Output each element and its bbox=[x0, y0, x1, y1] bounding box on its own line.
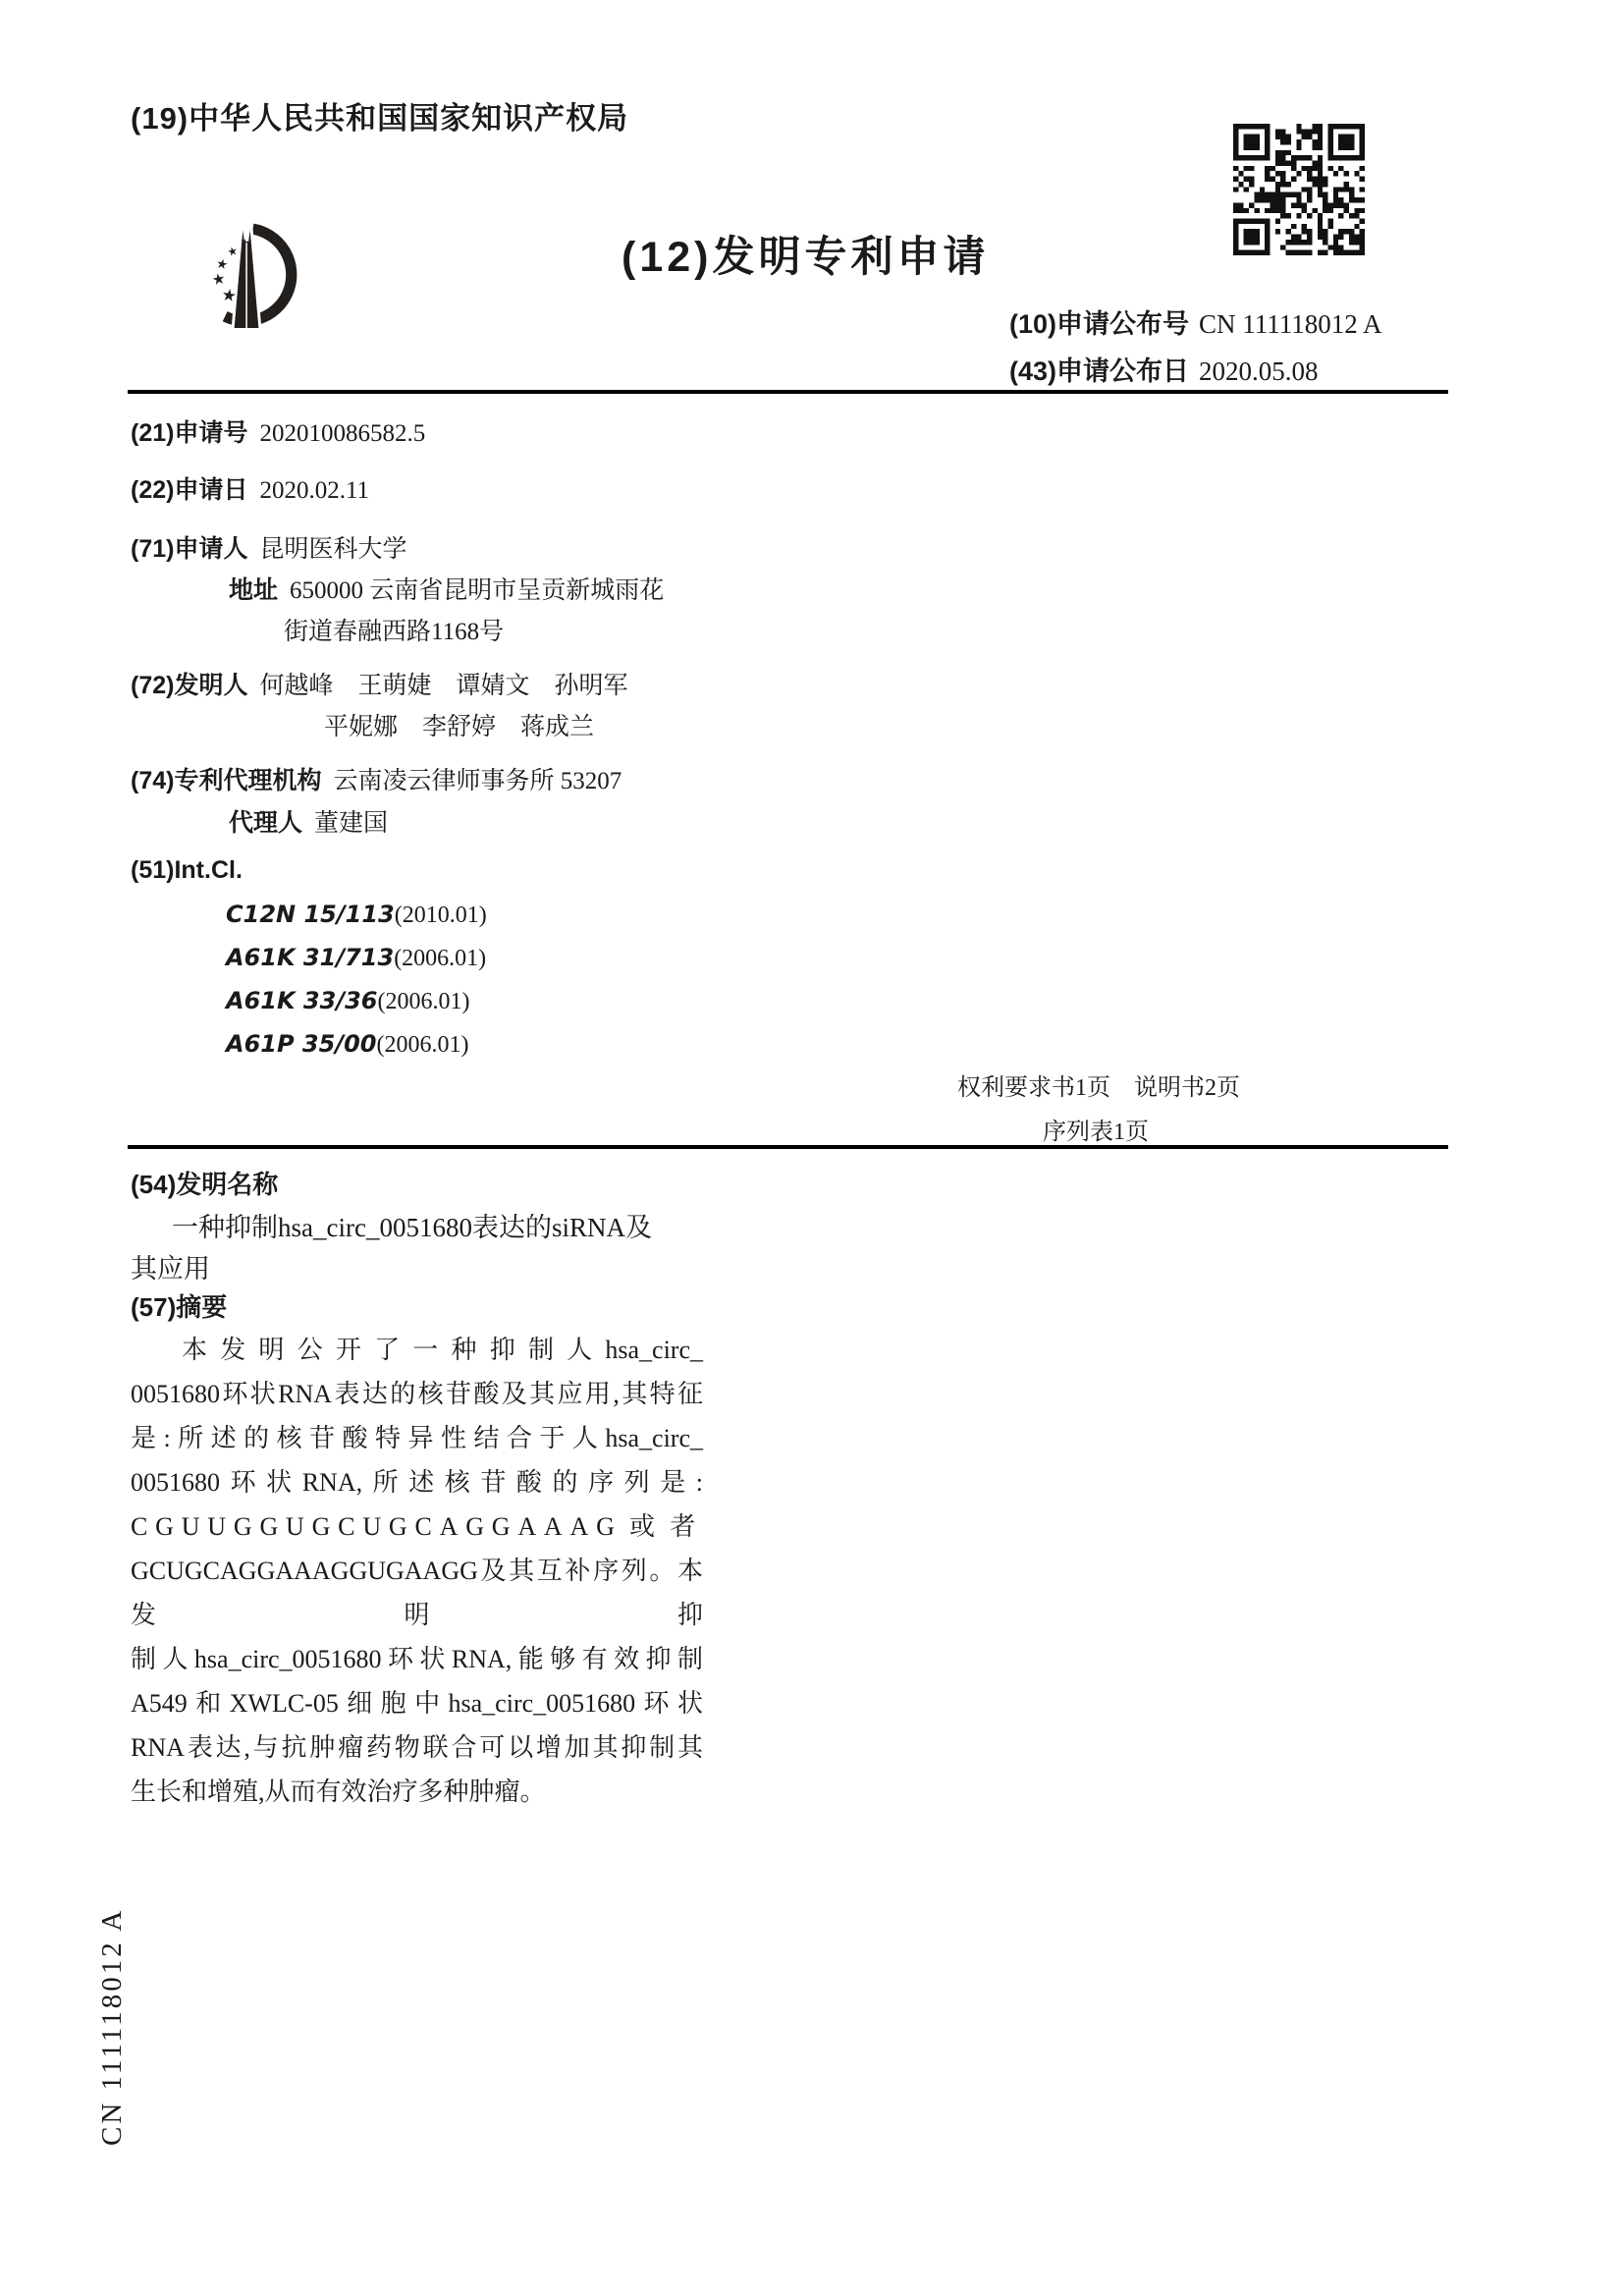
abstract-line: CGUUGGUGCUGCAGGAAAG或者 bbox=[131, 1512, 703, 1541]
vertical-doc-id: CN 111118012 A bbox=[96, 1907, 128, 2146]
abstract-text bbox=[131, 1328, 703, 1814]
agency-value: 云南凌云律师事务所 53207 bbox=[333, 768, 622, 794]
applicant-label: (71)申请人 bbox=[131, 535, 248, 563]
inventors-row bbox=[131, 666, 627, 701]
address-line2: 街道春融西路1168号 bbox=[284, 619, 505, 645]
qr-code-svg bbox=[1233, 124, 1365, 255]
intcl-label: (51)Int.Cl. bbox=[131, 856, 243, 884]
applicant-row bbox=[131, 529, 406, 565]
cnipa-logo-icon bbox=[173, 212, 320, 333]
abstract-line: 制人hsa_circ_0051680环状RNA,能够有效抑制 bbox=[131, 1645, 703, 1673]
inventors-line1: 何越峰 王萌婕 谭婧文 孙明军 bbox=[259, 673, 628, 699]
publication-date-line bbox=[1009, 350, 1319, 388]
intcl-code-1: C12N 15/113 bbox=[226, 901, 395, 928]
invention-title-line2: 其应用 bbox=[131, 1254, 210, 1284]
invention-title-line1: 一种抑制hsa_circ_0051680表达的siRNA及 bbox=[172, 1213, 652, 1242]
divider-top bbox=[128, 390, 1448, 394]
publication-date-label: (43)申请公布日 bbox=[1009, 356, 1190, 386]
intcl-code-4: A61P 35/00 bbox=[226, 1030, 377, 1058]
address-row bbox=[229, 571, 664, 606]
address-row-2 bbox=[284, 612, 504, 647]
abstract-label: (57)摘要 bbox=[131, 1292, 228, 1322]
filing-date-row bbox=[131, 470, 369, 506]
pages-info-line1: 权利要求书1页 说明书2页 bbox=[957, 1075, 1240, 1101]
intcl-code-3: A61K 33/36 bbox=[226, 987, 378, 1014]
filing-date-label: (22)申请日 bbox=[131, 476, 248, 504]
cnipa-logo-svg bbox=[173, 212, 320, 328]
publication-number-line bbox=[1009, 302, 1382, 341]
abstract-line: 生长和增殖,从而有效治疗多种肿瘤。 bbox=[131, 1777, 546, 1806]
pages-info-line2: 序列表1页 bbox=[1043, 1120, 1149, 1145]
address-label: 地址 bbox=[229, 576, 279, 604]
inventors-line2: 平妮娜 李舒婷 蒋成兰 bbox=[324, 714, 595, 740]
divider-mid bbox=[128, 1145, 1448, 1149]
agent-label: 代理人 bbox=[229, 809, 303, 837]
application-number-value: 202010086582.5 bbox=[259, 420, 426, 447]
abstract-line: 0051680环状RNA表达的核苷酸及其应用,其特征 bbox=[131, 1380, 703, 1408]
publication-number-label: (10)申请公布号 bbox=[1009, 309, 1190, 339]
inventors-row-2 bbox=[324, 707, 594, 742]
applicant-value: 昆明医科大学 bbox=[259, 536, 407, 563]
agent-value: 董建国 bbox=[314, 810, 389, 837]
application-number-label: (21)申请号 bbox=[131, 419, 248, 447]
office-title: (19)中华人民共和国国家知识产权局 bbox=[131, 101, 629, 136]
intcl-row bbox=[131, 856, 243, 885]
address-line1: 650000 云南省昆明市呈贡新城雨花 bbox=[290, 577, 665, 604]
intcl-entry-1 bbox=[226, 901, 487, 929]
inventors-label: (72)发明人 bbox=[131, 672, 248, 699]
intcl-entry-2 bbox=[226, 944, 486, 972]
agency-label: (74)专利代理机构 bbox=[131, 767, 322, 794]
intcl-year-3: (2006.01) bbox=[377, 989, 470, 1014]
invention-title-label: (54)发明名称 bbox=[131, 1170, 279, 1199]
filing-date-value: 2020.02.11 bbox=[259, 477, 370, 504]
abstract-line: RNA表达,与抗肿瘤药物联合可以增加其抑制其 bbox=[131, 1733, 703, 1762]
qr-code-icon bbox=[1233, 124, 1365, 255]
intcl-year-2: (2006.01) bbox=[394, 946, 487, 971]
abstract-line: GCUGCAGGAAAGGUGAAGG及其互补序列。本发明抑 bbox=[131, 1557, 703, 1629]
publication-number-value: CN 111118012 A bbox=[1199, 309, 1382, 339]
application-number-row bbox=[131, 413, 425, 449]
publication-date-value: 2020.05.08 bbox=[1199, 356, 1319, 386]
intcl-code-2: A61K 31/713 bbox=[226, 944, 395, 971]
intcl-entry-3 bbox=[226, 987, 469, 1015]
agent-row bbox=[229, 803, 388, 839]
abstract-line: A549和XWLC-05细胞中hsa_circ_0051680环状 bbox=[131, 1689, 703, 1718]
intcl-year-1: (2010.01) bbox=[394, 902, 487, 928]
doc-type-title: (12)发明专利申请 bbox=[622, 234, 990, 281]
abstract-line: 本发明公开了一种抑制人hsa_circ_ bbox=[182, 1336, 703, 1364]
intcl-entry-4 bbox=[226, 1030, 468, 1059]
agency-row bbox=[131, 761, 622, 796]
abstract-line: 0051680环状RNA,所述核苷酸的序列是: bbox=[131, 1468, 703, 1497]
abstract-line: 是:所述的核苷酸特异性结合于人hsa_circ_ bbox=[131, 1424, 703, 1452]
intcl-year-4: (2006.01) bbox=[376, 1032, 469, 1058]
